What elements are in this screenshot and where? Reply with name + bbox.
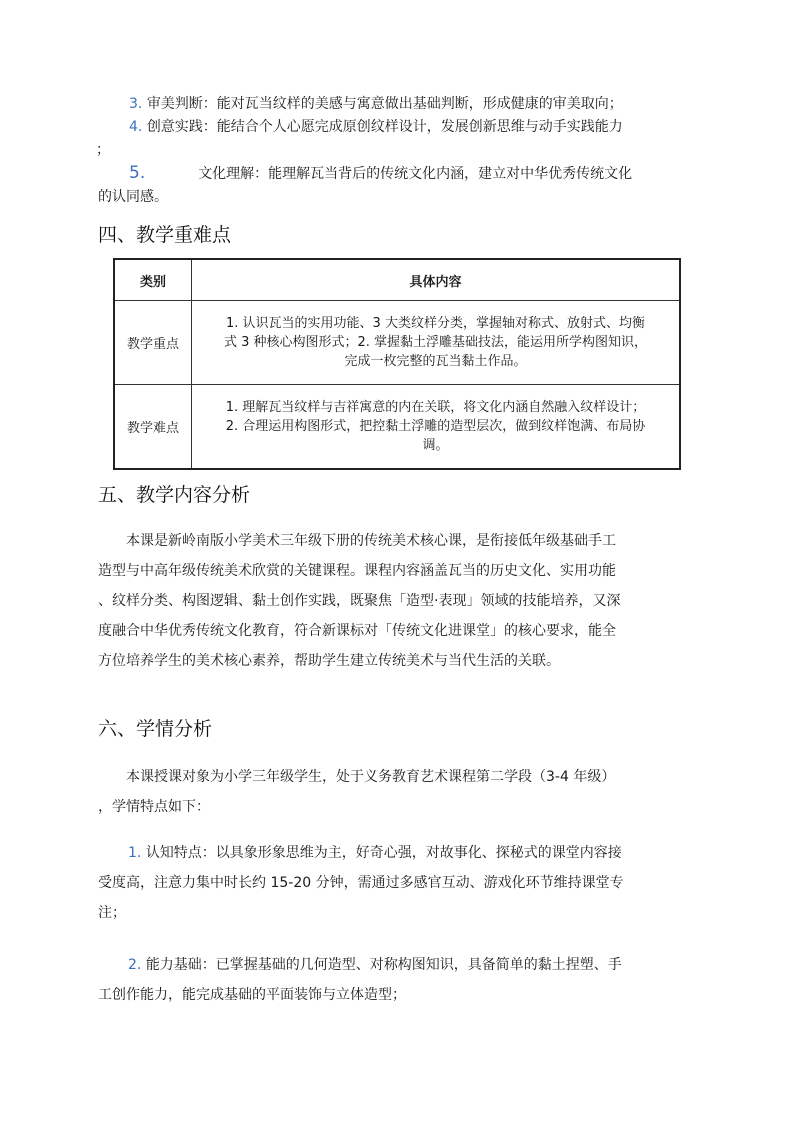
key-points-table bbox=[113, 258, 681, 470]
objective-text: 审美判断：能对瓦当纹样的美感与寓意做出基础判断，形成健康的审美取向； bbox=[146, 96, 623, 112]
paragraph-line: 工创作能力，能完成基础的平面装饰与立体造型； bbox=[98, 987, 406, 1003]
paragraph-line: 本课是新岭南版小学美术三年级下册的传统美术核心课，是衔接低年级基础手工 bbox=[98, 533, 616, 549]
table-cell-category: 教学难点 bbox=[114, 385, 192, 469]
objective-item-4-tail: ； bbox=[96, 142, 110, 158]
paragraph-line: 度融合中华优秀传统文化教育，符合新课标对「传统文化进课堂」的核心要求，能全 bbox=[98, 623, 616, 639]
objective-number: 3. bbox=[129, 96, 143, 112]
section-heading-4: 四、教学重难点 bbox=[98, 224, 232, 246]
paragraph-line: 本课授课对象为小学三年级学生，处于义务教育艺术课程第二学段（3-4 年级） bbox=[98, 769, 616, 785]
content-analysis-paragraph bbox=[98, 526, 698, 676]
objective-number: 5. bbox=[129, 163, 146, 183]
table-header-content: 具体内容 bbox=[192, 259, 681, 301]
paragraph-line: 受度高，注意力集中时长约 15-20 分钟，需通过多感官互动、游戏化环节维持课堂专 bbox=[98, 875, 624, 891]
table-cell-line: 1. 认识瓦当的实用功能、3 大类纹样分类，掌握轴对称式、放射式、均衡 bbox=[226, 316, 645, 331]
learner-item-1 bbox=[98, 838, 698, 928]
table-header-row bbox=[114, 259, 680, 301]
item-text: 认知特点：以具象形象思维为主，好奇心强，对故事化、探秘式的课堂内容接 bbox=[145, 845, 622, 861]
table-cell-line: 1. 理解瓦当纹样与吉祥寓意的内在关联，将文化内涵自然融入纹样设计； bbox=[225, 399, 646, 415]
table-header-category: 类别 bbox=[114, 259, 192, 301]
paragraph-line: 、纹样分类、构图逻辑、黏土创作实践，既聚焦「造型·表现」领域的技能培养，又深 bbox=[98, 593, 621, 609]
paragraph-line bbox=[98, 838, 698, 868]
objective-text: 创意实践：能结合个人心愿完成原创纹样设计，发展创新思维与动手实践能力 bbox=[146, 119, 623, 135]
paragraph-line: ，学情特点如下： bbox=[98, 799, 210, 815]
table-cell-category: 教学重点 bbox=[114, 301, 192, 385]
table-cell-line: 调。 bbox=[422, 437, 449, 453]
item-number: 1. bbox=[128, 845, 142, 861]
objective-number: 4. bbox=[129, 119, 143, 135]
learner-analysis-intro bbox=[98, 762, 698, 822]
objective-item-3 bbox=[129, 94, 623, 114]
table-cell-content bbox=[192, 301, 681, 385]
section-heading-5: 五、教学内容分析 bbox=[98, 484, 251, 506]
paragraph-line bbox=[98, 950, 698, 980]
table-cell-line: 2. 合理运用构图形式，把控黏土浮雕的造型层次，做到纹样饱满、布局协 bbox=[225, 418, 646, 434]
table-cell-content bbox=[192, 385, 681, 469]
objective-item-5 bbox=[129, 163, 632, 187]
item-number: 2. bbox=[128, 957, 142, 973]
paragraph-line: 注； bbox=[98, 905, 126, 921]
table-cell-line: 完成一枚完整的瓦当黏土作品。 bbox=[344, 354, 527, 369]
learner-item-2 bbox=[98, 950, 698, 1010]
objective-item-5-tail: 的认同感。 bbox=[98, 189, 168, 205]
objective-item-4 bbox=[129, 117, 623, 137]
table-row bbox=[114, 385, 680, 469]
table-cell-line: 式 3 种核心构图形式；2. 掌握黏土浮雕基础技法，能运用所学构图知识， bbox=[223, 335, 648, 350]
paragraph-line: 造型与中高年级传统美术欣赏的关键课程。课程内容涵盖瓦当的历史文化、实用功能 bbox=[98, 563, 616, 579]
item-text: 能力基础：已掌握基础的几何造型、对称构图知识，具备简单的黏土捏塑、手 bbox=[145, 957, 622, 973]
table-row bbox=[114, 301, 680, 385]
paragraph-line: 方位培养学生的美术核心素养，帮助学生建立传统美术与当代生活的关联。 bbox=[98, 653, 560, 669]
section-heading-6: 六、学情分析 bbox=[98, 718, 213, 740]
objective-text: 文化理解：能理解瓦当背后的传统文化内涵，建立对中华优秀传统文化 bbox=[198, 166, 633, 182]
